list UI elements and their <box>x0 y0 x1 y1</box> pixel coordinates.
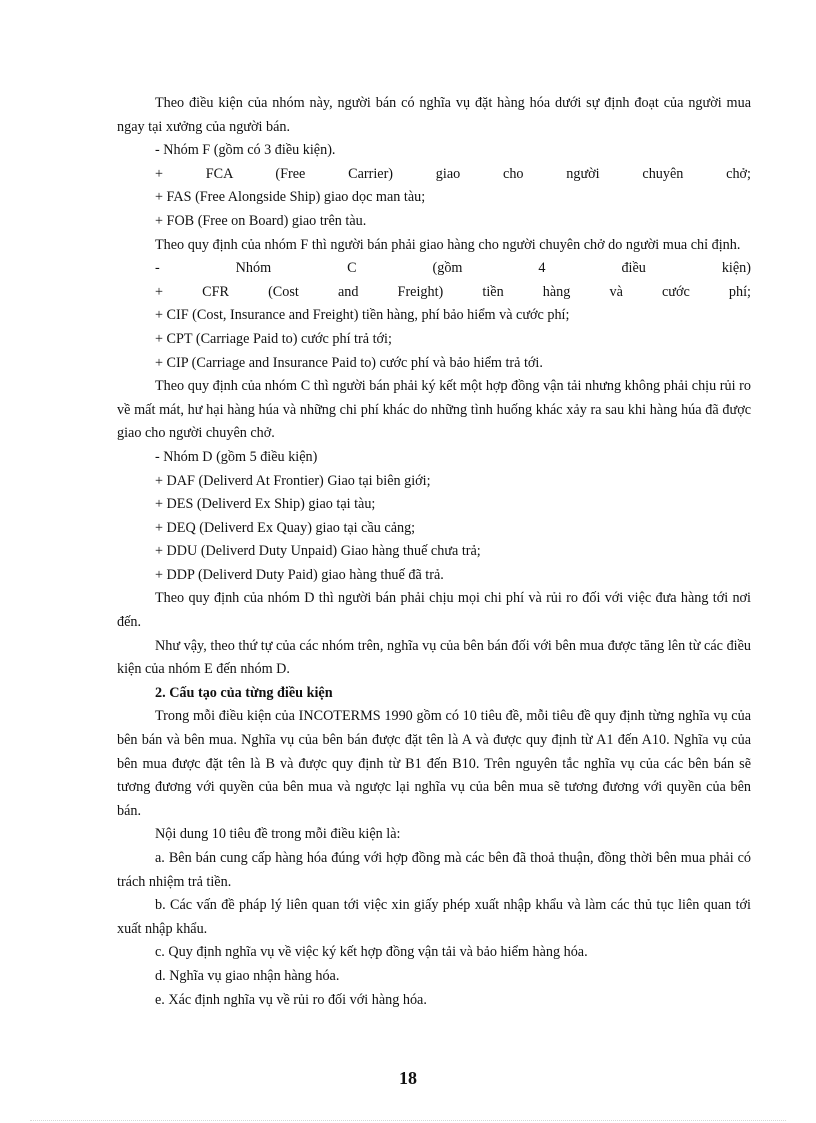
paragraph: + DEQ (Deliverd Ex Quay) giao tại cầu cảng; <box>155 519 416 536</box>
paragraph: Theo quy định của nhóm F thì người bán phải giao hàng cho người chuyên chở do người mua chỉ định. <box>155 236 741 253</box>
paragraph: - Nhóm F (gồm có 3 điều kiện). <box>155 142 336 159</box>
paragraph: + CFR (Cost and Freight) tiền hàng và cước phí; <box>155 283 751 300</box>
paragraph: Nội dung 10 tiêu đề trong mỗi điều kiện là: <box>155 826 401 843</box>
paragraph: b. Các vấn đề pháp lý liên quan tới việc xin giấy phép xuất nhập khẩu và làm các thủ tục liên quan tới xuất nhập khẩu. <box>117 897 751 937</box>
page-bottom-border <box>30 1120 786 1121</box>
body-text <box>117 92 751 1012</box>
page-number: 18 <box>399 1068 417 1088</box>
paragraph: + DES (Deliverd Ex Ship) giao tại tàu; <box>155 496 376 513</box>
paragraph: c. Quy định nghĩa vụ về việc ký kết hợp đồng vận tải và bảo hiểm hàng hóa. <box>155 944 588 961</box>
paragraph: + CIP (Carriage and Insurance Paid to) cước phí và bảo hiểm trả tới. <box>155 354 543 371</box>
paragraph: + FAS (Free Alongside Ship) giao dọc man tàu; <box>155 189 426 206</box>
paragraph: a. Bên bán cung cấp hàng hóa đúng với hợp đồng mà các bên đã thoả thuận, đồng thời bên mua phải có trách nhiệm trả tiền. <box>117 850 751 890</box>
paragraph: + CIF (Cost, Insurance and Freight) tiền hàng, phí bảo hiểm và cước phí; <box>155 307 570 324</box>
paragraph: Theo điều kiện của nhóm này, người bán có nghĩa vụ đặt hàng hóa dưới sự định đoạt của người mua ngay tại xưởng của người bán. <box>117 95 751 135</box>
paragraph: - Nhóm C (gồm 4 điều kiện) <box>155 260 751 277</box>
paragraph: Theo quy định của nhóm C thì người bán phải ký kết một hợp đồng vận tải nhưng không phải chịu rủi ro về mất mát, hư hại hàng húa và những chi phí khác do những tình huống khác xảy ra sau khi hàng húa đã được giao cho người chuyên chở. <box>117 378 751 442</box>
section-heading: 2. Cấu tạo của từng điều kiện <box>155 684 333 701</box>
paragraph: + DDU (Deliverd Duty Unpaid) Giao hàng thuế chưa trả; <box>155 543 481 560</box>
paragraph: + DAF (Deliverd At Frontier) Giao tại biên giới; <box>155 472 431 489</box>
paragraph: + FCA (Free Carrier) giao cho người chuyên chở; <box>155 165 751 182</box>
paragraph: + DDP (Deliverd Duty Paid) giao hàng thuế đã trả. <box>155 566 444 583</box>
paragraph: + CPT (Carriage Paid to) cước phí trả tới; <box>155 330 392 347</box>
paragraph: - Nhóm D (gồm 5 điều kiện) <box>155 448 318 465</box>
paragraph: Trong mỗi điều kiện của INCOTERMS 1990 gồm có 10 tiêu đề, mỗi tiêu đề quy định từng nghĩa vụ của bên bán và bên mua. Nghĩa vụ của bên bán được đặt tên là A và được quy định từ A1 đến A10. Nghĩa vụ của bên mua được đặt tên là B và được quy định từ B1 đến B10. Trên nguyên tắc nghĩa vụ của các bên bán sẽ tương đương với quyền của bên mua và ngược lại nghĩa vụ của bên mua sẽ tương đương với quyền của bên bán. <box>117 708 751 819</box>
paragraph: Theo quy định của nhóm D thì người bán phải chịu mọi chi phí và rủi ro đối với việc đưa hàng tới nơi đến. <box>117 590 751 631</box>
paragraph: e. Xác định nghĩa vụ về rủi ro đối với hàng hóa. <box>155 991 427 1008</box>
paragraph: d. Nghĩa vụ giao nhận hàng hóa. <box>155 967 340 984</box>
paragraph: + FOB (Free on Board) giao trên tàu. <box>155 212 367 229</box>
paragraph: Như vậy, theo thứ tự của các nhóm trên, nghĩa vụ của bên bán đối với bên mua được tăng lên từ các điều kiện của nhóm E đến nhóm D. <box>117 637 751 678</box>
